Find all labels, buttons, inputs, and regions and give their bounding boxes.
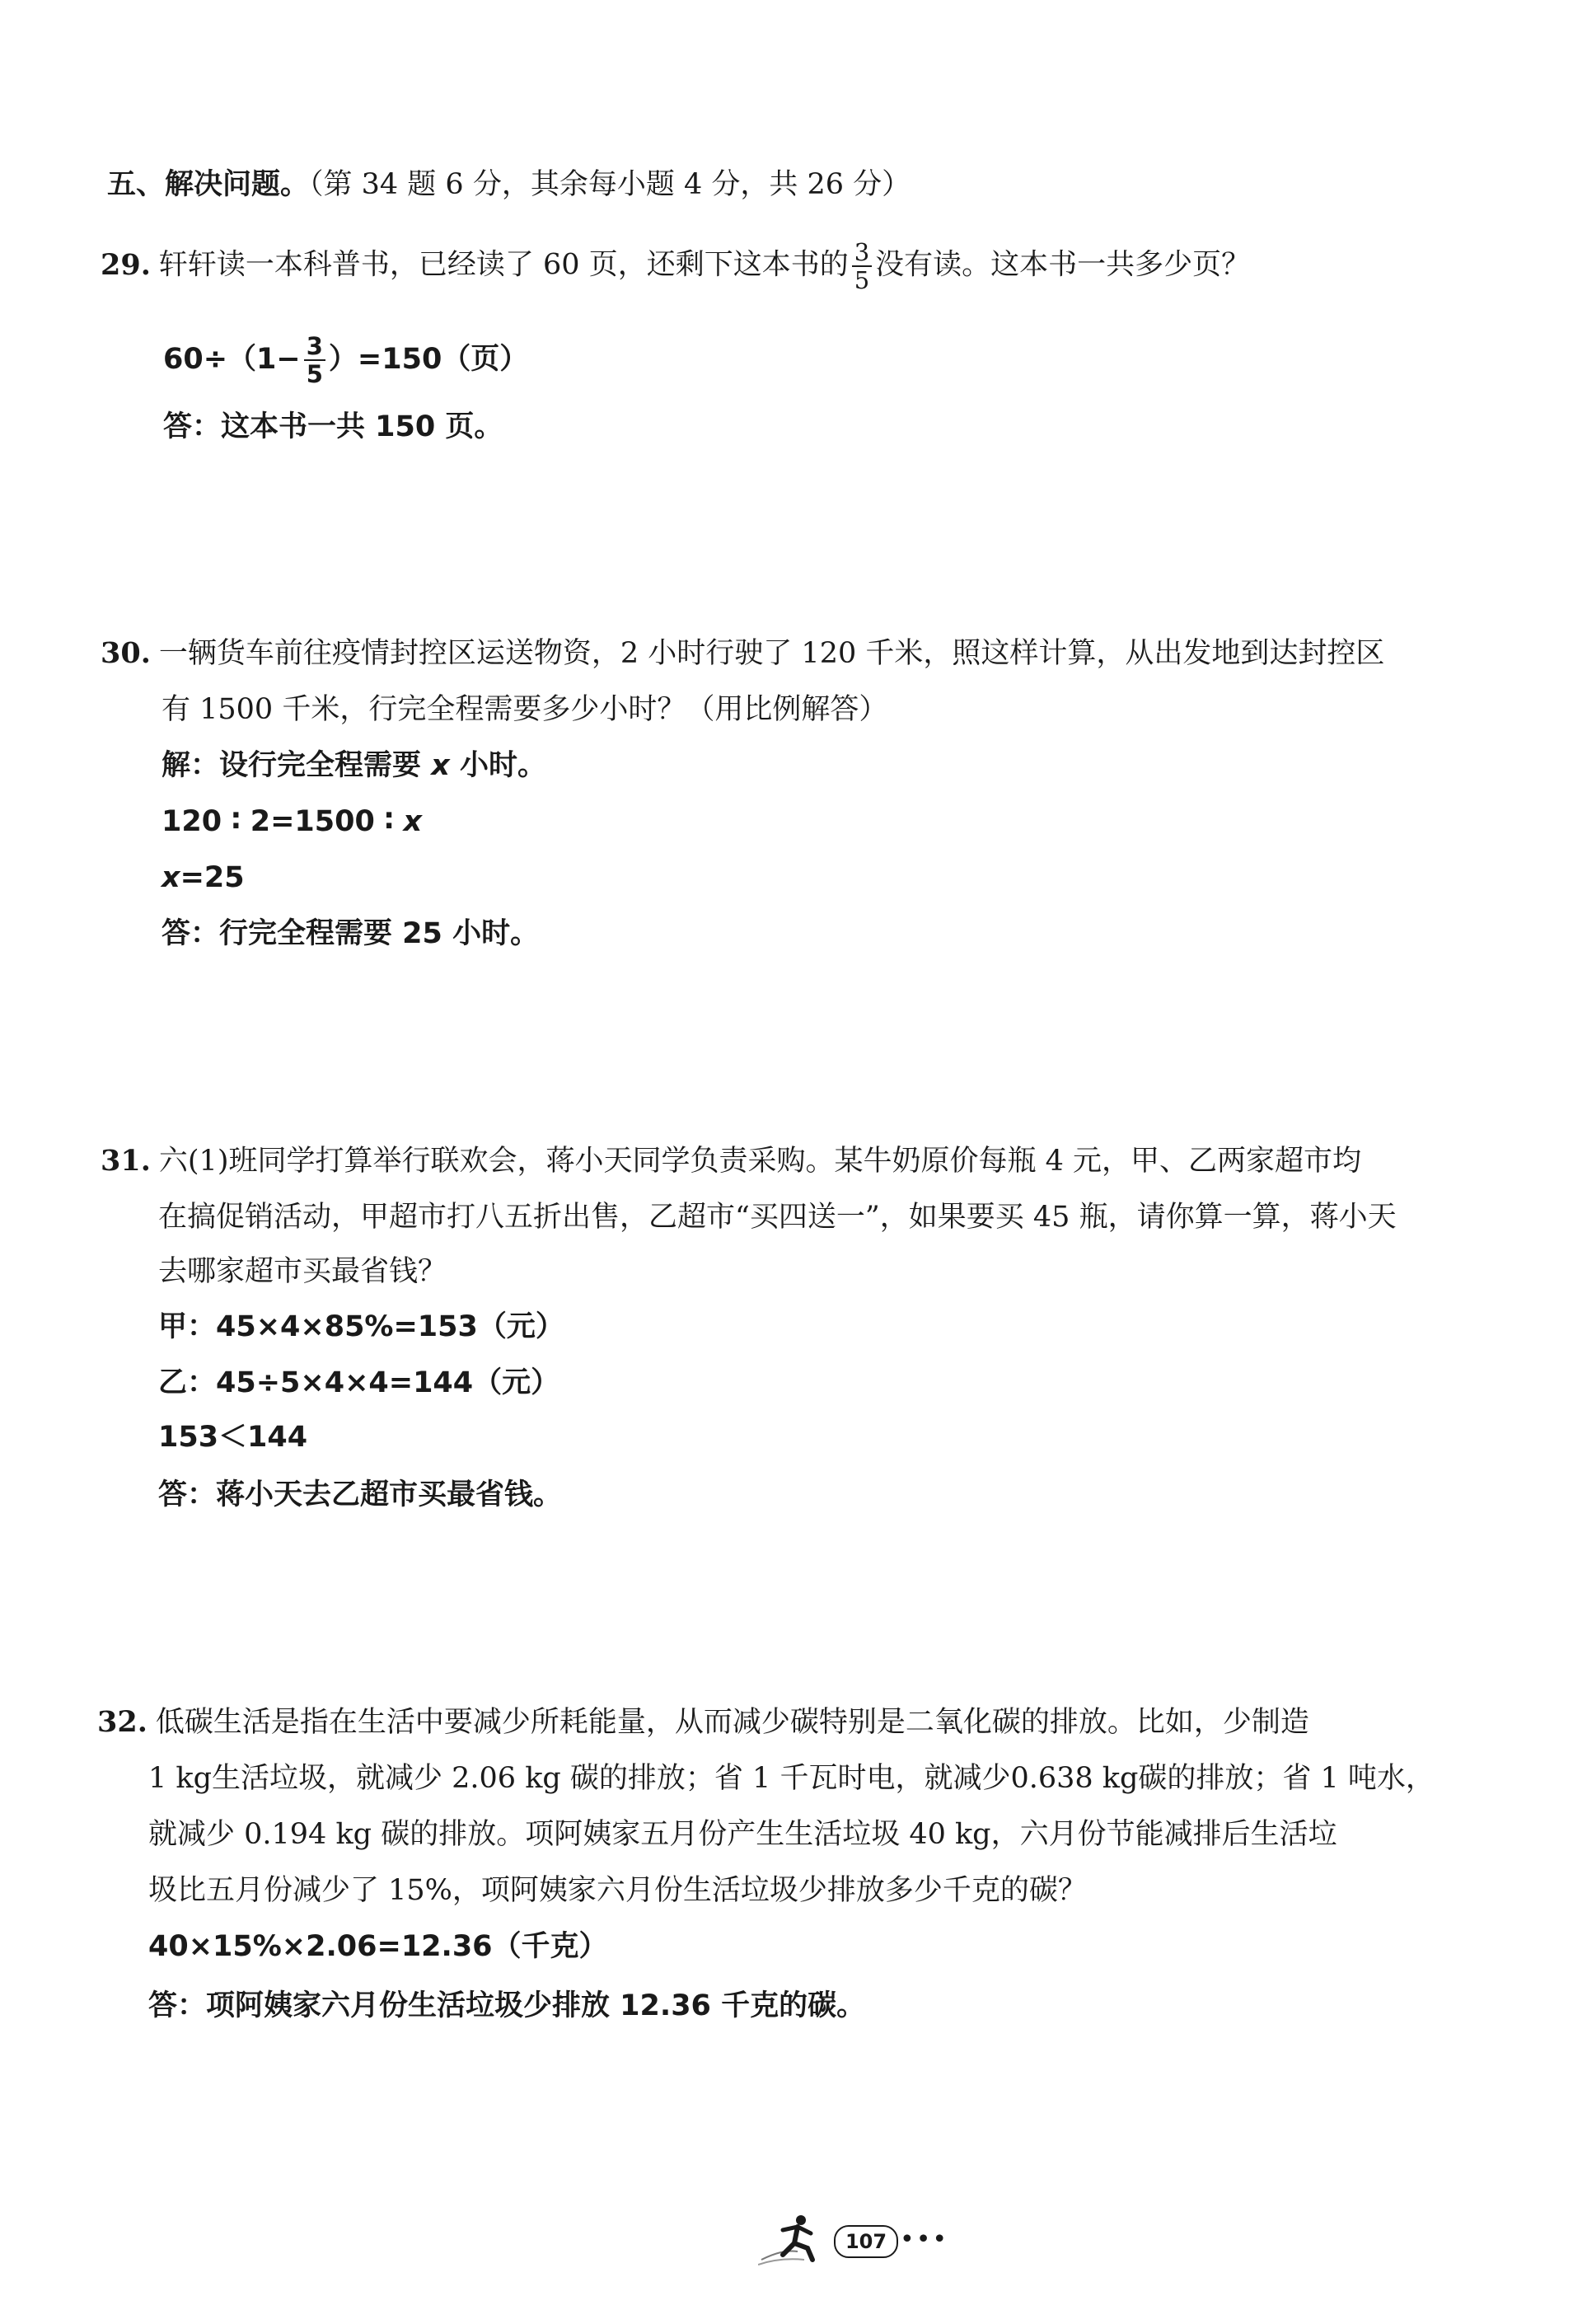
q32-answer: 答：项阿姨家六月份生活垃圾少排放 12.36 千克的碳。 — [148, 1989, 866, 2022]
question-text: 没有读。这本书一共多少页？ — [875, 248, 1251, 282]
section-title: 五、解决问题。 — [107, 167, 310, 201]
fraction — [304, 333, 325, 387]
calc-part: ）=150（页） — [328, 343, 529, 376]
calc-part: =25 — [180, 861, 245, 894]
variable: x — [162, 861, 180, 894]
fraction-denominator: 5 — [854, 266, 870, 294]
question-32-line-3: 就减少 0.194 kg 碳的排放。项阿姨家五月份产生生活垃圾 40 kg，六月份节能减排后生活垃 — [148, 1818, 1337, 1851]
q29-answer: 答：这本书一共 150 页。 — [163, 410, 503, 443]
question-30-line-1 — [101, 635, 1384, 672]
fraction-numerator: 3 — [852, 239, 872, 267]
question-text: 轩轩读一本科普书，已经读了 60 页，还剩下这本书的 — [158, 248, 849, 282]
q30-equation — [162, 804, 422, 840]
q32-calc: 40×15%×2.06=12.36（千克） — [148, 1930, 608, 1963]
variable: x — [431, 749, 450, 782]
question-32-line-2: 1 kg生活垃圾，就减少 2.06 kg 碳的排放；省 1 千瓦时电，就减少0.638 kg碳的排放；省 1 吨水， — [148, 1762, 1435, 1795]
question-text: 六(1)班同学打算举行联欢会，蒋小天同学负责采购。某牛奶原价每瓶 4 元，甲、乙两家超市均 — [158, 1145, 1362, 1178]
footer-dots: ••• — [900, 2225, 949, 2254]
q31-calc-jia: 甲：45×4×85%=153（元） — [158, 1310, 564, 1343]
question-number: 30. — [101, 636, 151, 670]
fraction — [852, 239, 872, 293]
question-number: 31. — [101, 1144, 151, 1178]
q30-solution-setup — [162, 747, 546, 784]
question-29 — [101, 239, 1250, 293]
question-32-line-4: 圾比五月份减少了 15%，项阿姨家六月份生活垃圾少排放多少千克的碳？ — [148, 1874, 1087, 1907]
question-number: 29. — [101, 247, 151, 282]
section-note: （第 34 题 6 分，其余每小题 4 分，共 26 分） — [309, 168, 911, 201]
question-31-line-3: 去哪家超市买最省钱？ — [158, 1255, 447, 1288]
q31-compare: 153＜144 — [158, 1421, 308, 1454]
fraction-denominator: 5 — [306, 360, 323, 388]
fraction-numerator: 3 — [304, 333, 325, 361]
question-31-line-2: 在搞促销活动，甲超市打八五折出售，乙超市“买四送一”，如果要买 45 瓶，请你算一算，蒋小天 — [158, 1201, 1397, 1234]
variable: x — [403, 805, 423, 838]
section-heading — [107, 166, 911, 203]
calc-part: 解：设行完全程需要 — [162, 749, 432, 782]
q31-calc-yi: 乙：45÷5×4×4=144（元） — [158, 1366, 560, 1399]
q31-answer: 答：蒋小天去乙超市买最省钱。 — [158, 1478, 563, 1511]
question-text: 低碳生活是指在生活中要减少所耗能量，从而减少碳特别是二氧化碳的排放。比如，少制造 — [155, 1706, 1309, 1739]
calc-part: 60÷（1− — [163, 343, 301, 376]
question-30-line-2: 有 1500 千米，行完全程需要多少小时？（用比例解答） — [162, 693, 888, 726]
q30-answer: 答：行完全程需要 25 小时。 — [162, 917, 540, 950]
page-footer — [758, 2212, 956, 2270]
q30-result — [162, 860, 245, 896]
question-31-line-1 — [101, 1143, 1361, 1179]
q29-calculation — [163, 333, 528, 387]
runner-logo-icon — [758, 2212, 824, 2270]
question-number: 32. — [97, 1705, 147, 1739]
page-number: 107 — [834, 2225, 898, 2258]
calc-part: 小时。 — [449, 749, 546, 782]
question-32-line-1 — [97, 1704, 1309, 1741]
question-text: 一辆货车前往疫情封控区运送物资，2 小时行驶了 120 千米，照这样计算，从出发地到达封控区 — [158, 637, 1385, 670]
calc-part: 120 ∶ 2=1500 ∶ — [162, 805, 404, 838]
